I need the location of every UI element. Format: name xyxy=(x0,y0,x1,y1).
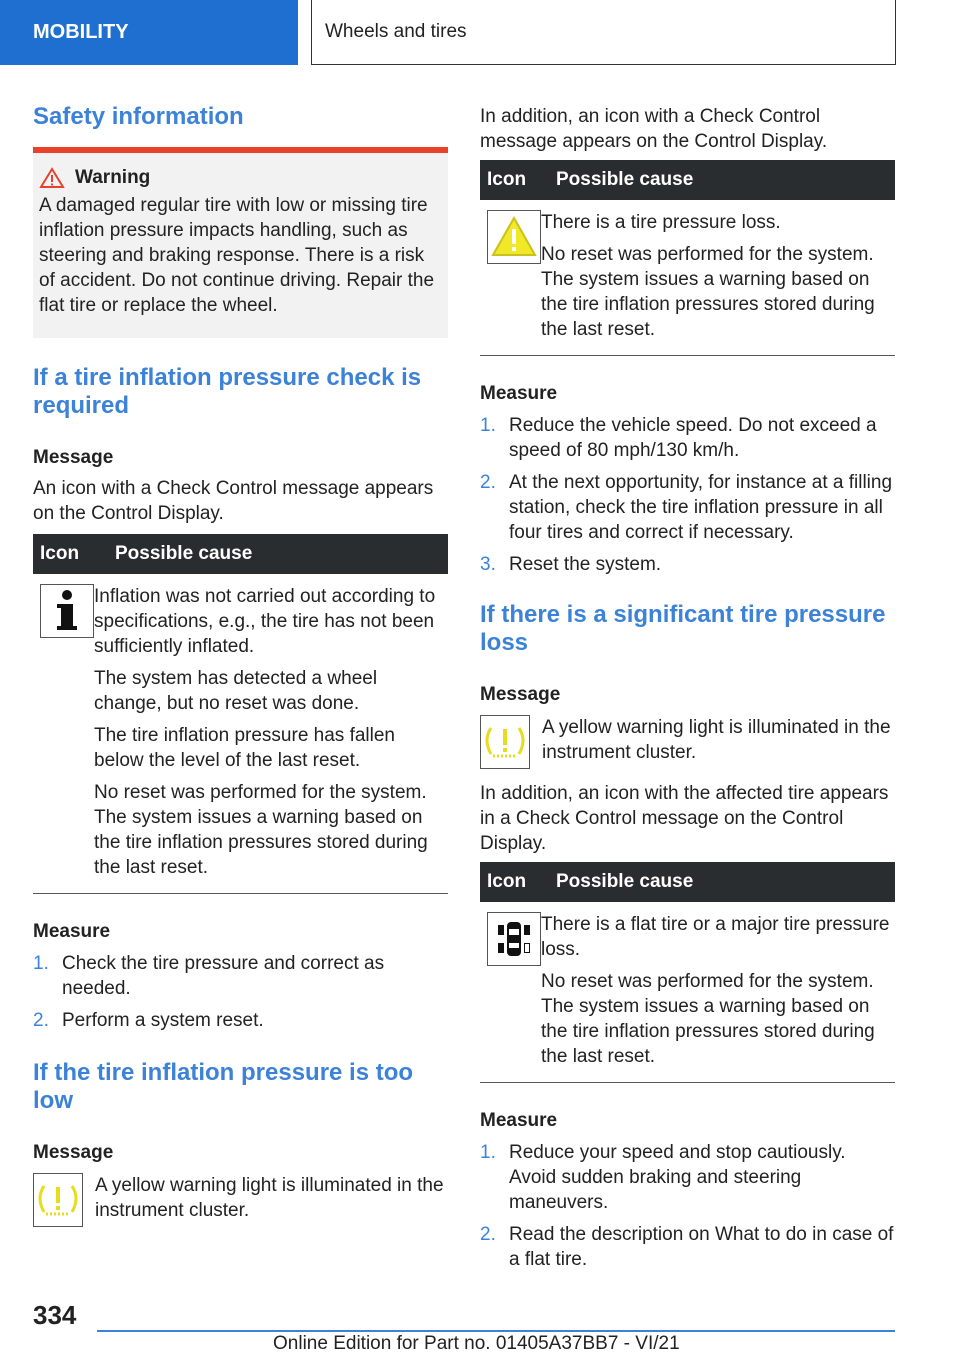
page-number: 334 xyxy=(33,1300,77,1330)
warning-triangle-icon xyxy=(39,167,65,189)
measure-list xyxy=(33,951,448,1033)
col-icon: Icon xyxy=(487,169,527,190)
cause-text: The system has detected a wheel change, but no reset was done. xyxy=(94,668,378,714)
cause-table xyxy=(480,862,895,1083)
sig-intro-text: In addition, an icon with the affected tire appears in a Check Control message on the Control Display. xyxy=(480,783,889,854)
cause-text: There is a tire pressure loss. xyxy=(541,212,781,233)
low-pressure-heading: If the tire inflation pressure is too low xyxy=(33,1059,414,1114)
cause-text: No reset was performed for the system. The system issues a warning based on the tire inflation pressures stored during the last reset. xyxy=(541,971,875,1067)
list-item: 2. Read the description on What to do in case of a flat tire. xyxy=(480,1224,894,1270)
message-text: An icon with a Check Control message appears on the Control Display. xyxy=(33,478,434,524)
cause-table xyxy=(33,534,448,894)
cause-table xyxy=(480,160,895,356)
cause-text: There is a flat tire or a major tire pressure loss. xyxy=(541,914,890,960)
message-label: Message xyxy=(33,1142,114,1163)
page-header-title xyxy=(311,0,896,65)
list-item: 2. At the next opportunity, for instance at a filling station, check the tire inflation pressure in all four tires and correct if necessary. xyxy=(480,472,893,543)
tire-pressure-warning-icon xyxy=(33,1173,83,1227)
col-icon: Icon xyxy=(487,871,527,892)
cause-text: The tire inflation pressure has fallen below the level of the last reset. xyxy=(94,725,395,771)
measure-list xyxy=(480,413,895,577)
car-tire-icon xyxy=(487,912,541,966)
col-cause: Possible cause xyxy=(556,871,694,892)
list-item: 1. Check the tire pressure and correct as needed. xyxy=(33,953,385,999)
list-item: 2. Perform a system reset. xyxy=(33,1010,264,1031)
measure-label: Measure xyxy=(480,1110,558,1131)
warning-text: A damaged regular tire with low or missing tire inflation pressure impacts handling, such as steering and braking response. There is a risk of accident. Do not continue driving. Repair the flat tire or replace the wheel. xyxy=(39,195,435,316)
table-header xyxy=(480,862,895,902)
measure-list xyxy=(480,1140,895,1272)
message-label: Message xyxy=(33,447,114,468)
section-tab xyxy=(0,0,298,65)
section-label: MOBILITY xyxy=(33,21,129,43)
significant-loss-heading: If there is a significant tire pressure loss xyxy=(480,601,886,656)
list-item: 1. Reduce the vehicle speed. Do not exceed a speed of 80 mph/130 km/h. xyxy=(480,415,877,461)
check-heading: If a tire inflation pressure check is required xyxy=(33,364,422,419)
table-header xyxy=(480,160,895,200)
low-message-text: A yellow warning light is illuminated in the instrument cluster. xyxy=(95,1175,444,1221)
measure-label: Measure xyxy=(33,921,111,942)
list-item: 1. Reduce your speed and stop cautiously. Avoid sudden braking and steering maneuvers. xyxy=(480,1142,846,1213)
table-row xyxy=(33,574,448,894)
table-row xyxy=(480,200,895,356)
safety-heading: Safety information xyxy=(33,103,244,130)
warning-box xyxy=(33,153,448,338)
col-cause: Possible cause xyxy=(556,169,694,190)
chapter-title: Wheels and tires xyxy=(325,21,467,42)
yellow-triangle-icon xyxy=(487,210,541,264)
col-cause: Possible cause xyxy=(115,543,253,564)
cause-text: Inflation was not carried out according to specifications, e.g., the tire has not been sufficiently inflated. xyxy=(94,586,436,657)
cause-text: No reset was performed for the system. The system issues a warning based on the tire inflation pressures stored during the last reset. xyxy=(94,782,428,878)
measure-label: Measure xyxy=(480,383,558,404)
table-header xyxy=(33,534,448,574)
intro-text: In addition, an icon with a Check Control message appears on the Control Display. xyxy=(480,106,828,152)
left-column xyxy=(33,100,448,1227)
sig-message-text: A yellow warning light is illuminated in the instrument cluster. xyxy=(542,717,891,763)
message-label: Message xyxy=(480,684,561,705)
footer-divider xyxy=(97,1330,895,1332)
info-icon xyxy=(40,584,94,638)
tire-pressure-warning-icon xyxy=(480,715,530,769)
edition-text: Online Edition for Part no. 01405A37BB7 - VI/21 xyxy=(273,1333,680,1354)
list-item: 3. Reset the system. xyxy=(480,554,662,575)
col-icon: Icon xyxy=(40,543,80,564)
cause-text: No reset was performed for the system. The system issues a warning based on the tire inflation pressures stored during the last reset. xyxy=(541,244,875,340)
table-row xyxy=(480,902,895,1083)
right-column xyxy=(480,104,895,1279)
warning-label: Warning xyxy=(75,167,151,188)
